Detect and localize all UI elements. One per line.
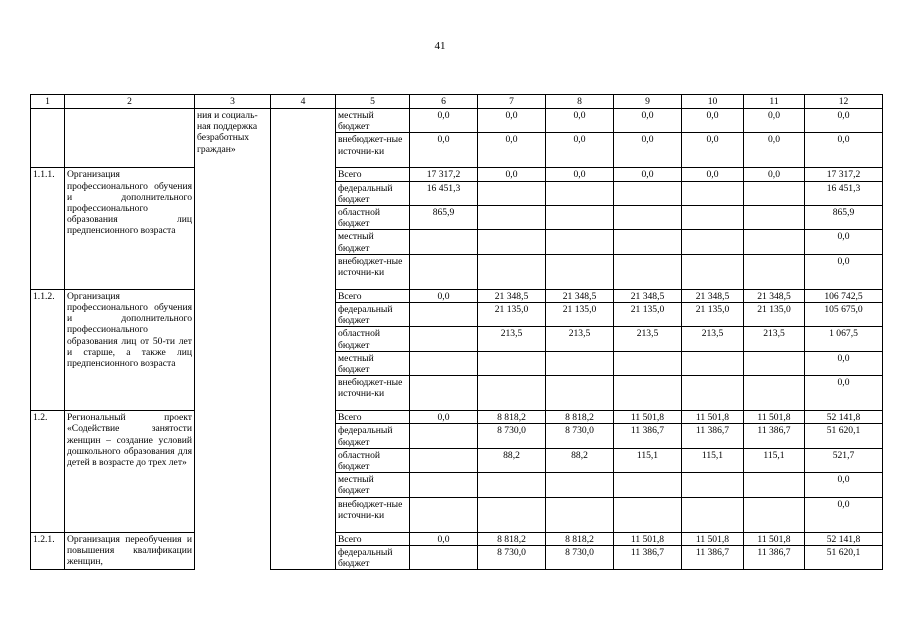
funding-source: федеральный бюджет (336, 181, 410, 205)
value-cell (744, 181, 805, 205)
value-cell (478, 254, 546, 289)
value-cell (682, 181, 744, 205)
value-cell (682, 230, 744, 254)
value-cell (478, 351, 546, 375)
value-cell: 521,7 (805, 448, 883, 472)
value-cell (744, 254, 805, 289)
value-cell (614, 230, 682, 254)
column-header: 4 (271, 95, 336, 109)
column-header: 8 (546, 95, 614, 109)
value-cell: 0,0 (805, 497, 883, 532)
value-cell: 11 386,7 (744, 545, 805, 569)
value-cell (410, 424, 478, 448)
value-cell: 0,0 (744, 109, 805, 133)
value-cell: 16 451,3 (410, 181, 478, 205)
value-cell: 21 348,5 (614, 289, 682, 302)
value-cell (614, 254, 682, 289)
value-cell (478, 497, 546, 532)
value-cell: 213,5 (478, 327, 546, 351)
value-cell: 88,2 (478, 448, 546, 472)
value-cell (744, 230, 805, 254)
value-cell: 8 730,0 (478, 424, 546, 448)
funding-source: местный бюджет (336, 351, 410, 375)
value-cell: 865,9 (805, 206, 883, 230)
value-cell: 11 501,8 (682, 532, 744, 545)
funding-source: федеральный бюджет (336, 303, 410, 327)
value-cell (744, 351, 805, 375)
value-cell: 0,0 (546, 133, 614, 168)
value-cell (682, 351, 744, 375)
column-header: 7 (478, 95, 546, 109)
row-number-cell: 1.2. (31, 411, 65, 532)
value-cell: 21 348,5 (478, 289, 546, 302)
value-cell: 51 620,1 (805, 545, 883, 569)
value-cell: 11 501,8 (614, 532, 682, 545)
value-cell: 8 818,2 (546, 532, 614, 545)
value-cell: 0,0 (805, 376, 883, 411)
value-cell (682, 206, 744, 230)
value-cell: 21 135,0 (614, 303, 682, 327)
value-cell (410, 497, 478, 532)
funding-source: Всего (336, 168, 410, 181)
value-cell: 0,0 (410, 133, 478, 168)
column-header: 1 (31, 95, 65, 109)
value-cell: 0,0 (546, 109, 614, 133)
table-row (31, 289, 883, 302)
value-cell: 8 730,0 (478, 545, 546, 569)
value-cell (478, 376, 546, 411)
value-cell (478, 230, 546, 254)
value-cell: 0,0 (478, 168, 546, 181)
funding-source: областной бюджет (336, 448, 410, 472)
value-cell: 0,0 (682, 109, 744, 133)
value-cell: 0,0 (805, 473, 883, 497)
table-row (31, 168, 883, 181)
value-cell: 0,0 (805, 254, 883, 289)
value-cell: 213,5 (744, 327, 805, 351)
value-cell (478, 181, 546, 205)
value-cell (614, 473, 682, 497)
funding-source: внебюджет-ные источни-ки (336, 254, 410, 289)
value-cell: 21 135,0 (744, 303, 805, 327)
table-row (31, 532, 883, 545)
value-cell: 11 386,7 (614, 424, 682, 448)
funding-source: областной бюджет (336, 206, 410, 230)
value-cell: 52 141,8 (805, 532, 883, 545)
executor-cell (271, 109, 336, 570)
row-name-cell (65, 109, 195, 168)
column-header: 11 (744, 95, 805, 109)
column-header: 9 (614, 95, 682, 109)
value-cell (682, 497, 744, 532)
value-cell (410, 376, 478, 411)
value-cell (614, 351, 682, 375)
value-cell: 51 620,1 (805, 424, 883, 448)
value-cell: 0,0 (478, 133, 546, 168)
row-number-cell: 1.2.1. (31, 532, 65, 570)
value-cell: 865,9 (410, 206, 478, 230)
value-cell: 21 135,0 (682, 303, 744, 327)
value-cell: 11 501,8 (744, 532, 805, 545)
funding-source: местный бюджет (336, 473, 410, 497)
funding-source: Всего (336, 411, 410, 424)
value-cell: 0,0 (410, 532, 478, 545)
value-cell (744, 497, 805, 532)
table-row (31, 109, 883, 133)
value-cell (478, 206, 546, 230)
value-cell: 17 317,2 (805, 168, 883, 181)
value-cell (410, 473, 478, 497)
value-cell: 213,5 (546, 327, 614, 351)
value-cell (546, 497, 614, 532)
funding-source: внебюджет-ные источни-ки (336, 497, 410, 532)
value-cell: 8 730,0 (546, 424, 614, 448)
value-cell (410, 351, 478, 375)
value-cell: 213,5 (682, 327, 744, 351)
value-cell: 11 386,7 (682, 545, 744, 569)
funding-source: внебюджет-ные источни-ки (336, 376, 410, 411)
value-cell: 21 135,0 (546, 303, 614, 327)
value-cell (744, 473, 805, 497)
value-cell: 0,0 (410, 109, 478, 133)
value-cell: 0,0 (478, 109, 546, 133)
column-header: 2 (65, 95, 195, 109)
column-header: 5 (336, 95, 410, 109)
value-cell (744, 206, 805, 230)
value-cell (546, 254, 614, 289)
value-cell (546, 376, 614, 411)
value-cell: 11 501,8 (614, 411, 682, 424)
value-cell (682, 254, 744, 289)
header-row (31, 95, 883, 109)
value-cell: 52 141,8 (805, 411, 883, 424)
value-cell (546, 230, 614, 254)
table-body (31, 95, 883, 570)
value-cell (744, 376, 805, 411)
value-cell: 8 818,2 (546, 411, 614, 424)
funding-source: местный бюджет (336, 230, 410, 254)
value-cell (682, 473, 744, 497)
value-cell (410, 303, 478, 327)
value-cell: 115,1 (744, 448, 805, 472)
program-name-cell: ния и социаль-ная поддержка безработных граждан» (195, 109, 271, 168)
value-cell (410, 448, 478, 472)
value-cell (614, 206, 682, 230)
row-name-cell: Организация переобучения и повышения квалификации женщин, (65, 532, 195, 570)
value-cell: 16 451,3 (805, 181, 883, 205)
value-cell: 0,0 (805, 230, 883, 254)
value-cell: 11 501,8 (682, 411, 744, 424)
value-cell: 11 501,8 (744, 411, 805, 424)
funding-source: федеральный бюджет (336, 424, 410, 448)
value-cell: 21 348,5 (546, 289, 614, 302)
value-cell: 0,0 (682, 168, 744, 181)
value-cell: 0,0 (805, 109, 883, 133)
column-header: 3 (195, 95, 271, 109)
value-cell (410, 230, 478, 254)
value-cell: 11 386,7 (682, 424, 744, 448)
budget-table (30, 94, 883, 570)
funding-source: федеральный бюджет (336, 545, 410, 569)
column-header: 6 (410, 95, 478, 109)
value-cell: 106 742,5 (805, 289, 883, 302)
value-cell: 8 730,0 (546, 545, 614, 569)
program-name-cell (195, 289, 271, 410)
row-number-cell: 1.1.2. (31, 289, 65, 410)
value-cell (546, 473, 614, 497)
column-header: 12 (805, 95, 883, 109)
value-cell: 1 067,5 (805, 327, 883, 351)
value-cell (614, 497, 682, 532)
value-cell: 0,0 (546, 168, 614, 181)
funding-source: Всего (336, 289, 410, 302)
program-name-cell (195, 168, 271, 289)
value-cell: 8 818,2 (478, 411, 546, 424)
row-number-cell (31, 109, 65, 168)
value-cell: 21 348,5 (682, 289, 744, 302)
row-name-cell: Организация профессионального обучения и дополнительного профессионального образования лиц от 50-ти лет и старше, а также лиц предпенсионного возраста (65, 289, 195, 410)
value-cell: 115,1 (682, 448, 744, 472)
value-cell (410, 545, 478, 569)
value-cell (478, 473, 546, 497)
value-cell: 0,0 (410, 411, 478, 424)
value-cell (546, 351, 614, 375)
value-cell: 0,0 (682, 133, 744, 168)
value-cell: 21 135,0 (478, 303, 546, 327)
column-header: 10 (682, 95, 744, 109)
funding-source: областной бюджет (336, 327, 410, 351)
value-cell (546, 206, 614, 230)
table-row (31, 411, 883, 424)
value-cell (410, 327, 478, 351)
value-cell: 0,0 (744, 133, 805, 168)
value-cell: 0,0 (614, 133, 682, 168)
value-cell: 8 818,2 (478, 532, 546, 545)
value-cell: 213,5 (614, 327, 682, 351)
funding-source: Всего (336, 532, 410, 545)
program-name-cell (195, 411, 271, 532)
value-cell: 0,0 (614, 109, 682, 133)
row-name-cell: Региональный проект «Содействие занятости женщин – создание условий дошкольного образования для детей в возрасте до трех лет» (65, 411, 195, 532)
value-cell: 17 317,2 (410, 168, 478, 181)
page-number: 41 (434, 40, 446, 52)
value-cell: 88,2 (546, 448, 614, 472)
funding-source: внебюджет-ные источни-ки (336, 133, 410, 168)
row-name-cell: Организация профессионального обучения и дополнительного профессионального образования лиц предпенсионного возраста (65, 168, 195, 289)
value-cell (546, 181, 614, 205)
value-cell: 0,0 (805, 133, 883, 168)
value-cell (614, 181, 682, 205)
row-number-cell: 1.1.1. (31, 168, 65, 289)
value-cell: 115,1 (614, 448, 682, 472)
program-name-cell (195, 532, 271, 570)
value-cell: 0,0 (744, 168, 805, 181)
value-cell (410, 254, 478, 289)
value-cell: 0,0 (410, 289, 478, 302)
value-cell: 0,0 (614, 168, 682, 181)
value-cell: 0,0 (805, 351, 883, 375)
value-cell: 11 386,7 (614, 545, 682, 569)
value-cell: 11 386,7 (744, 424, 805, 448)
value-cell (614, 376, 682, 411)
value-cell (682, 376, 744, 411)
value-cell: 21 348,5 (744, 289, 805, 302)
funding-source: местный бюджет (336, 109, 410, 133)
value-cell: 105 675,0 (805, 303, 883, 327)
